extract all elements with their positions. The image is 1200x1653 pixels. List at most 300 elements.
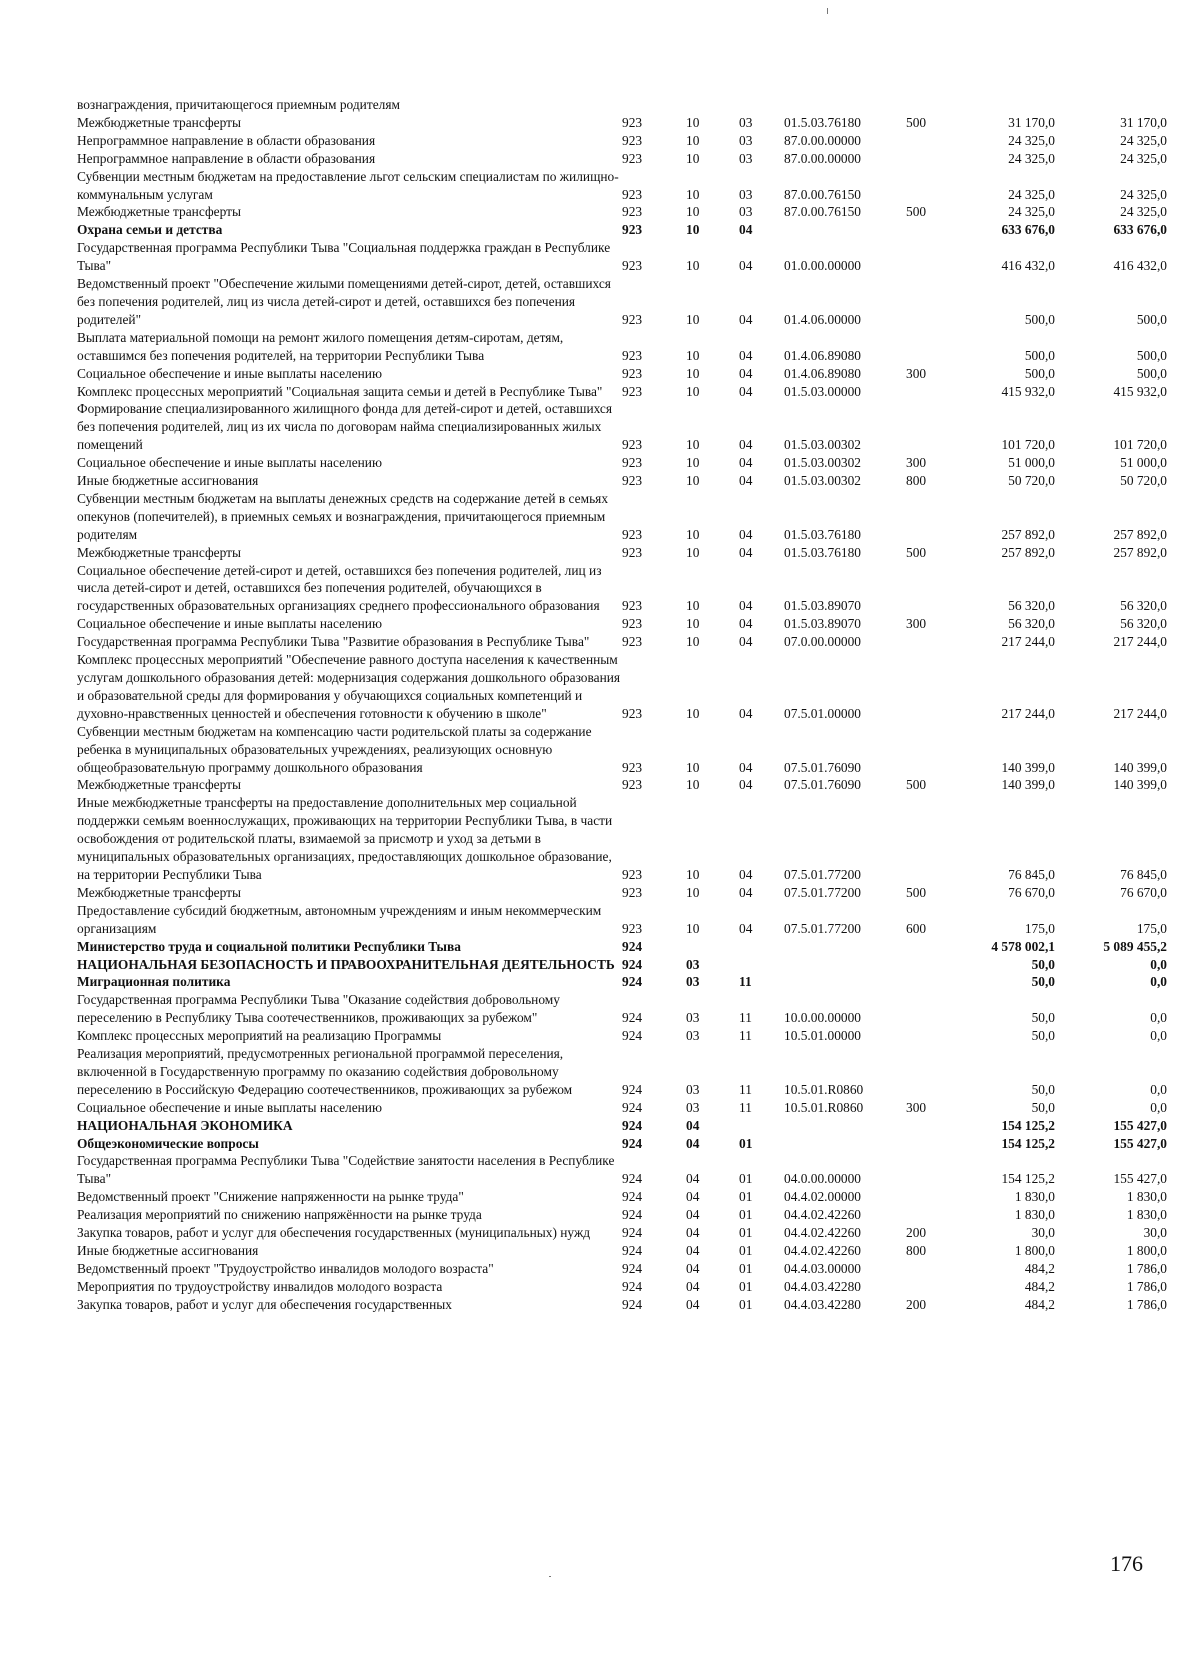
row-target-article: 04.4.02.42260 — [784, 1207, 861, 1223]
row-name: Межбюджетные трансферты — [77, 544, 241, 560]
row-name: НАЦИОНАЛЬНАЯ ЭКОНОМИКА — [77, 1117, 293, 1133]
table-row — [77, 1278, 1167, 1296]
row-sum-year2: 24 325,0 — [1120, 204, 1167, 220]
row-sum-year1: 415 932,0 — [1001, 383, 1055, 399]
row-podrazdel-code: 11 — [739, 974, 752, 990]
row-sum-year2: 50 720,0 — [1120, 473, 1167, 489]
row-sum-year2: 24 325,0 — [1120, 150, 1167, 166]
row-expense-type: 500 — [906, 777, 927, 793]
row-vedomstvo-code: 924 — [622, 1099, 643, 1115]
row-vedomstvo-code — [622, 96, 686, 114]
row-sum-year2: 217 244,0 — [1113, 634, 1167, 650]
row-sum-year2: 30,0 — [1143, 1225, 1167, 1241]
row-target-article: 87.0.00.00000 — [784, 132, 861, 148]
row-vedomstvo-code: 923 — [622, 634, 643, 650]
table-row — [77, 472, 1167, 490]
row-podrazdel-code: 04 — [739, 311, 753, 327]
row-target-article: 07.5.01.77200 — [784, 920, 861, 936]
row-name: Социальное обеспечение и иные выплаты населению — [77, 365, 382, 381]
row-expense-type: 500 — [906, 544, 927, 560]
table-row — [77, 651, 1167, 723]
table-row — [77, 794, 1167, 884]
budget-table — [77, 96, 1167, 1314]
row-target-article — [784, 1117, 906, 1135]
row-razdel-code: 10 — [686, 544, 700, 560]
row-podrazdel-code: 11 — [739, 1028, 752, 1044]
table-row — [77, 454, 1167, 472]
row-sum-year2 — [1055, 96, 1167, 114]
row-razdel-code: 10 — [686, 383, 700, 399]
row-name: Миграционная политика — [77, 974, 231, 990]
row-sum-year1: 50,0 — [1031, 1010, 1055, 1026]
row-expense-type — [906, 1152, 958, 1188]
row-name: Социальное обеспечение и иные выплаты населению — [77, 616, 382, 632]
row-name: Общеэкономические вопросы — [77, 1135, 259, 1151]
row-razdel-code: 10 — [686, 598, 700, 614]
table-row — [77, 150, 1167, 168]
row-vedomstvo-code: 924 — [622, 1296, 643, 1312]
table-row — [77, 275, 1167, 329]
row-sum-year1: 4 578 002,1 — [991, 938, 1055, 954]
row-expense-type — [906, 794, 958, 884]
row-razdel-code: 10 — [686, 150, 700, 166]
row-sum-year1: 101 720,0 — [1001, 437, 1055, 453]
row-name: Комплекс процессных мероприятий "Социальная защита семьи и детей в Республике Тыва" — [77, 383, 603, 399]
row-sum-year2: 140 399,0 — [1113, 759, 1167, 775]
row-expense-type: 500 — [906, 884, 927, 900]
row-target-article: 10.0.00.00000 — [784, 1010, 861, 1026]
row-expense-type — [906, 973, 958, 991]
table-row — [77, 1260, 1167, 1278]
table-row — [77, 221, 1167, 239]
row-sum-year1: 76 670,0 — [1008, 884, 1055, 900]
row-vedomstvo-code: 923 — [622, 473, 643, 489]
row-target-article: 01.0.00.00000 — [784, 258, 861, 274]
row-vedomstvo-code: 924 — [622, 1243, 643, 1258]
row-name: Государственная программа Республики Тыва "Социальная поддержка граждан в Республике Тыва" — [77, 240, 611, 274]
row-sum-year2: 31 170,0 — [1120, 114, 1167, 130]
row-podrazdel-code: 04 — [739, 634, 753, 650]
row-podrazdel-code: 04 — [739, 437, 753, 453]
row-razdel-code: 03 — [686, 956, 700, 972]
row-podrazdel-code: 03 — [739, 150, 753, 166]
row-vedomstvo-code: 923 — [622, 884, 643, 900]
row-razdel-code: 10 — [686, 705, 700, 721]
row-podrazdel-code — [739, 1117, 784, 1135]
row-sum-year2: 24 325,0 — [1120, 132, 1167, 148]
table-body — [77, 96, 1167, 1314]
row-vedomstvo-code: 924 — [622, 1081, 643, 1097]
row-name: Социальное обеспечение и иные выплаты населению — [77, 455, 382, 471]
row-razdel-code: 10 — [686, 222, 700, 238]
row-expense-type: 800 — [906, 473, 927, 489]
row-name: Государственная программа Республики Тыва "Развитие образования в Республике Тыва" — [77, 634, 590, 650]
table-row — [77, 1296, 1167, 1314]
table-row — [77, 884, 1167, 902]
row-razdel-code: 10 — [686, 634, 700, 650]
row-razdel-code: 10 — [686, 311, 700, 327]
row-sum-year2: 51 000,0 — [1120, 455, 1167, 471]
row-razdel-code: 04 — [686, 1278, 700, 1294]
row-sum-year1: 500,0 — [1024, 365, 1055, 381]
table-row — [77, 1117, 1167, 1135]
row-sum-year2: 175,0 — [1136, 920, 1167, 936]
row-target-article: 01.5.03.00302 — [784, 455, 861, 471]
row-podrazdel-code: 01 — [739, 1243, 753, 1258]
table-row — [77, 96, 1167, 114]
row-name: Ведомственный проект "Снижение напряженности на рынке труда" — [77, 1189, 464, 1205]
row-sum-year1: 154 125,2 — [1001, 1171, 1055, 1187]
row-vedomstvo-code: 924 — [622, 974, 643, 990]
row-sum-year2: 101 720,0 — [1113, 437, 1167, 453]
row-podrazdel-code: 04 — [739, 884, 753, 900]
row-expense-type — [906, 1045, 958, 1099]
table-row — [77, 490, 1167, 544]
page-number: 176 — [1110, 1551, 1143, 1576]
row-podrazdel-code: 04 — [739, 365, 753, 381]
row-expense-type — [906, 938, 958, 956]
row-vedomstvo-code: 923 — [622, 114, 643, 130]
row-name: Закупка товаров, работ и услуг для обеспечения государственных — [77, 1296, 452, 1312]
row-sum-year2: 1 800,0 — [1126, 1243, 1167, 1258]
row-name: Мероприятия по трудоустройству инвалидов молодого возраста — [77, 1278, 443, 1294]
row-sum-year1: 56 320,0 — [1008, 616, 1055, 632]
row-sum-year1: 24 325,0 — [1008, 132, 1055, 148]
row-expense-type: 500 — [906, 114, 927, 130]
table-row — [77, 132, 1167, 150]
row-razdel-code: 03 — [686, 1028, 700, 1044]
table-row — [77, 1152, 1167, 1188]
row-name: Субвенции местным бюджетам на выплаты денежных средств на содержание детей в семьях опекунов (попечителей), в приемных семьях и вознаграждения, причитающегося приемным родителям — [77, 490, 609, 542]
row-vedomstvo-code: 923 — [622, 204, 643, 220]
row-sum-year1: 140 399,0 — [1001, 759, 1055, 775]
row-target-article: 07.5.01.76090 — [784, 777, 861, 793]
row-sum-year1: 50 720,0 — [1008, 473, 1055, 489]
row-razdel-code: 04 — [686, 1260, 700, 1276]
row-podrazdel-code: 01 — [739, 1171, 753, 1187]
row-sum-year1: 175,0 — [1024, 920, 1055, 936]
row-sum-year2: 500,0 — [1136, 365, 1167, 381]
row-sum-year1: 24 325,0 — [1008, 150, 1055, 166]
table-row — [77, 203, 1167, 221]
row-podrazdel-code — [739, 96, 784, 114]
row-name: НАЦИОНАЛЬНАЯ БЕЗОПАСНОСТЬ И ПРАВООХРАНИТЕЛЬНАЯ ДЕЯТЕЛЬНОСТЬ — [77, 956, 615, 972]
row-vedomstvo-code: 924 — [622, 1028, 643, 1044]
row-razdel-code: 10 — [686, 473, 700, 489]
row-sum-year1: 50,0 — [1031, 1099, 1055, 1115]
row-sum-year1: 416 432,0 — [1001, 258, 1055, 274]
row-name: Социальное обеспечение детей-сирот и детей, оставшихся без попечения родителей, лиц из числа детей-сирот и детей, оставшихся без попечения родителей, обучающихся в государственных образовательных организациях среднего профессионального образования — [77, 562, 602, 614]
row-vedomstvo-code: 923 — [622, 383, 643, 399]
table-row — [77, 776, 1167, 794]
row-sum-year2: 0,0 — [1150, 1099, 1167, 1115]
row-razdel-code: 10 — [686, 759, 700, 775]
row-sum-year2: 415 932,0 — [1113, 383, 1167, 399]
row-expense-type: 200 — [906, 1225, 927, 1241]
row-name: Социальное обеспечение и иные выплаты населению — [77, 1099, 382, 1115]
table-row — [77, 329, 1167, 365]
row-vedomstvo-code: 923 — [622, 258, 643, 274]
row-sum-year2: 0,0 — [1150, 1010, 1167, 1026]
row-expense-type — [906, 1188, 958, 1206]
table-row — [77, 365, 1167, 383]
row-target-article: 04.4.03.00000 — [784, 1260, 861, 1276]
row-target-article: 01.5.03.89070 — [784, 598, 861, 614]
row-name: Реализация мероприятий, предусмотренных региональной программой переселения, включенной в Государственную программу по оказанию содействия добровольному переселению в Российскую Федерацию соотечественников, проживающих за рубежом — [77, 1046, 573, 1097]
row-expense-type — [906, 633, 958, 651]
row-target-article: 07.0.00.00000 — [784, 634, 861, 650]
row-target-article: 87.0.00.76150 — [784, 186, 861, 202]
row-podrazdel-code: 04 — [739, 616, 753, 632]
row-target-article: 87.0.00.00000 — [784, 150, 861, 166]
row-expense-type — [906, 239, 958, 275]
row-podrazdel-code: 03 — [739, 186, 753, 202]
row-vedomstvo-code: 924 — [622, 1207, 643, 1223]
row-expense-type — [906, 221, 958, 239]
row-target-article: 01.5.03.76180 — [784, 544, 861, 560]
row-sum-year2: 155 427,0 — [1113, 1117, 1167, 1133]
row-vedomstvo-code: 923 — [622, 311, 643, 327]
row-sum-year2: 0,0 — [1150, 1028, 1167, 1044]
row-podrazdel-code: 04 — [739, 222, 753, 238]
row-razdel-code: 10 — [686, 866, 700, 882]
row-podrazdel-code — [739, 956, 784, 974]
row-name: Субвенции местным бюджетам на компенсацию части родительской платы за содержание ребенка в муниципальных образовательных учреждениях, реализующих основную общеобразовательную программу дошкольного образования — [77, 723, 592, 775]
row-podrazdel-code: 04 — [739, 920, 753, 936]
row-razdel-code: 04 — [686, 1117, 700, 1133]
row-name: Охрана семьи и детства — [77, 222, 223, 238]
row-target-article: 04.4.02.42260 — [784, 1225, 861, 1241]
row-podrazdel-code: 04 — [739, 258, 753, 274]
table-row — [77, 544, 1167, 562]
row-vedomstvo-code: 924 — [622, 1171, 643, 1187]
row-target-article: 01.4.06.89080 — [784, 347, 861, 363]
row-sum-year1: 1 830,0 — [1014, 1207, 1055, 1223]
row-sum-year1: 31 170,0 — [1008, 114, 1055, 130]
row-vedomstvo-code: 923 — [622, 866, 643, 882]
row-razdel-code: 03 — [686, 974, 700, 990]
row-target-article: 04.0.00.00000 — [784, 1171, 861, 1187]
row-podrazdel-code: 11 — [739, 1010, 752, 1026]
row-sum-year1: 24 325,0 — [1008, 186, 1055, 202]
row-sum-year1: 154 125,2 — [1001, 1135, 1055, 1151]
row-vedomstvo-code: 923 — [622, 544, 643, 560]
row-name: Иные межбюджетные трансферты на предоставление дополнительных мер социальной поддержки семьям военнослужащих, проживающих на территории Республики Тыва, в части освобождения от родительской платы, взимаемой за присмотр и уход за детьми в муниципальных образовательных организациях, предоставляющих дошкольное образование, на территории Республики Тыва — [77, 795, 613, 882]
row-podrazdel-code: 03 — [739, 132, 753, 148]
table-row — [77, 1135, 1167, 1153]
row-expense-type — [906, 168, 958, 204]
row-vedomstvo-code: 923 — [622, 616, 643, 632]
row-vedomstvo-code: 924 — [622, 1225, 643, 1241]
row-razdel-code: 10 — [686, 258, 700, 274]
row-expense-type — [906, 490, 958, 544]
row-expense-type — [906, 1260, 958, 1278]
row-podrazdel-code: 04 — [739, 455, 753, 471]
row-vedomstvo-code: 923 — [622, 150, 643, 166]
row-sum-year1: 217 244,0 — [1001, 634, 1055, 650]
row-sum-year2: 416 432,0 — [1113, 258, 1167, 274]
row-expense-type — [906, 991, 958, 1027]
row-target-article: 07.5.01.77200 — [784, 866, 861, 882]
row-podrazdel-code: 03 — [739, 114, 753, 130]
row-target-article — [784, 221, 906, 239]
row-razdel-code — [686, 96, 739, 114]
row-razdel-code: 04 — [686, 1171, 700, 1187]
row-sum-year2: 0,0 — [1150, 1081, 1167, 1097]
table-row — [77, 1188, 1167, 1206]
row-sum-year1: 50,0 — [1031, 974, 1055, 990]
row-razdel-code: 03 — [686, 1099, 700, 1115]
scan-artifact-bottom — [549, 1576, 551, 1577]
row-expense-type — [906, 96, 958, 114]
table-row — [77, 1045, 1167, 1099]
row-sum-year2: 155 427,0 — [1113, 1171, 1167, 1187]
table-row — [77, 938, 1167, 956]
row-target-article: 01.5.03.00000 — [784, 383, 861, 399]
row-sum-year1: 500,0 — [1024, 347, 1055, 363]
row-expense-type: 800 — [906, 1243, 927, 1258]
row-name: Реализация мероприятий по снижению напряжённости на рынке труда — [77, 1207, 482, 1223]
row-expense-type — [906, 1135, 958, 1153]
row-target-article — [784, 96, 906, 114]
row-sum-year2: 24 325,0 — [1120, 186, 1167, 202]
row-razdel-code: 03 — [686, 1081, 700, 1097]
row-razdel-code: 10 — [686, 347, 700, 363]
row-expense-type — [906, 562, 958, 616]
row-expense-type — [906, 651, 958, 723]
row-sum-year2: 140 399,0 — [1113, 777, 1167, 793]
row-sum-year2: 155 427,0 — [1113, 1135, 1167, 1151]
row-razdel-code — [686, 938, 739, 956]
row-razdel-code: 10 — [686, 114, 700, 130]
row-sum-year2: 1 786,0 — [1126, 1260, 1167, 1276]
row-name: Комплекс процессных мероприятий на реализацию Программы — [77, 1028, 442, 1044]
row-sum-year1: 257 892,0 — [1001, 544, 1055, 560]
row-name: Министерство труда и социальной политики Республики Тыва — [77, 938, 461, 954]
table-row — [77, 239, 1167, 275]
row-razdel-code: 10 — [686, 455, 700, 471]
row-sum-year1: 217 244,0 — [1001, 705, 1055, 721]
row-razdel-code: 10 — [686, 920, 700, 936]
row-podrazdel-code: 04 — [739, 383, 753, 399]
row-name: вознаграждения, причитающегося приемным родителям — [77, 97, 400, 112]
table-row — [77, 1027, 1167, 1045]
row-expense-type — [906, 329, 958, 365]
row-podrazdel-code: 01 — [739, 1135, 753, 1151]
row-name: Субвенции местным бюджетам на предоставление льгот сельским специалистам по жилищно-коммунальным услугам — [77, 168, 619, 202]
table-row — [77, 1099, 1167, 1117]
row-vedomstvo-code: 924 — [622, 1278, 643, 1294]
row-sum-year1: 24 325,0 — [1008, 204, 1055, 220]
row-expense-type — [906, 1206, 958, 1224]
row-vedomstvo-code: 923 — [622, 526, 643, 542]
row-expense-type: 300 — [906, 1099, 927, 1115]
row-vedomstvo-code: 923 — [622, 437, 643, 453]
row-target-article: 87.0.00.76150 — [784, 204, 861, 220]
row-sum-year1: 56 320,0 — [1008, 598, 1055, 614]
row-sum-year1: 484,2 — [1024, 1260, 1055, 1276]
row-podrazdel-code: 01 — [739, 1189, 753, 1205]
row-podrazdel-code: 11 — [739, 1081, 752, 1097]
row-razdel-code: 10 — [686, 884, 700, 900]
table-row — [77, 973, 1167, 991]
row-target-article — [784, 1135, 906, 1153]
row-sum-year2: 0,0 — [1150, 974, 1167, 990]
row-podrazdel-code: 01 — [739, 1260, 753, 1276]
table-row — [77, 1206, 1167, 1224]
table-row — [77, 562, 1167, 616]
row-sum-year1: 76 845,0 — [1008, 866, 1055, 882]
scan-artifact-top — [827, 8, 828, 14]
row-name: Закупка товаров, работ и услуг для обеспечения государственных (муниципальных) нужд — [77, 1225, 591, 1241]
row-sum-year1: 50,0 — [1031, 1028, 1055, 1044]
row-expense-type — [906, 956, 958, 974]
row-sum-year2: 56 320,0 — [1120, 616, 1167, 632]
row-target-article: 10.5.01.00000 — [784, 1028, 861, 1044]
table-row — [77, 168, 1167, 204]
row-sum-year2: 257 892,0 — [1113, 526, 1167, 542]
row-sum-year2: 217 244,0 — [1113, 705, 1167, 721]
row-vedomstvo-code: 923 — [622, 132, 643, 148]
row-sum-year2: 0,0 — [1150, 956, 1167, 972]
row-razdel-code: 04 — [686, 1296, 700, 1312]
row-sum-year2: 1 830,0 — [1126, 1189, 1167, 1205]
row-target-article: 04.4.02.42260 — [784, 1243, 861, 1258]
row-target-article: 01.5.03.76180 — [784, 526, 861, 542]
row-podrazdel-code: 04 — [739, 598, 753, 614]
row-podrazdel-code: 04 — [739, 866, 753, 882]
row-sum-year1: 1 800,0 — [1014, 1243, 1055, 1258]
row-name: Межбюджетные трансферты — [77, 884, 241, 900]
row-target-article: 07.5.01.76090 — [784, 759, 861, 775]
row-name: Выплата материальной помощи на ремонт жилого помещения детям-сиротам, детям, оставшимся без попечения родителей, на территории Республики Тыва — [77, 329, 564, 363]
row-expense-type — [906, 132, 958, 150]
row-sum-year2: 76 670,0 — [1120, 884, 1167, 900]
row-target-article: 01.5.03.89070 — [784, 616, 861, 632]
row-vedomstvo-code: 924 — [622, 1135, 643, 1151]
row-razdel-code: 04 — [686, 1207, 700, 1223]
table-row — [77, 1224, 1167, 1242]
row-vedomstvo-code: 923 — [622, 222, 643, 238]
row-podrazdel-code: 04 — [739, 759, 753, 775]
row-name: Иные бюджетные ассигнования — [77, 473, 259, 489]
row-vedomstvo-code: 923 — [622, 759, 643, 775]
row-target-article: 04.4.02.00000 — [784, 1189, 861, 1205]
row-podrazdel-code: 11 — [739, 1099, 752, 1115]
row-target-article: 01.4.06.89080 — [784, 365, 861, 381]
row-expense-type — [906, 275, 958, 329]
row-name: Непрограммное направление в области образования — [77, 132, 376, 148]
row-sum-year2: 1 786,0 — [1126, 1278, 1167, 1294]
row-sum-year1: 633 676,0 — [1001, 222, 1055, 238]
row-vedomstvo-code: 923 — [622, 777, 643, 793]
row-razdel-code: 10 — [686, 616, 700, 632]
row-expense-type — [906, 150, 958, 168]
row-name: Комплекс процессных мероприятий "Обеспечение равного доступа населения к качественным услугам дошкольного образования детей: модернизация содержания дошкольного образования и образовательной среды для формирования у обучающихся социальных компетенций и духовно-нравственных ценностей и обеспечения готовности к обучению в школе" — [77, 652, 621, 721]
row-razdel-code: 10 — [686, 365, 700, 381]
row-sum-year2: 500,0 — [1136, 311, 1167, 327]
row-razdel-code: 04 — [686, 1243, 700, 1258]
row-expense-type — [906, 1027, 958, 1045]
row-razdel-code: 04 — [686, 1189, 700, 1205]
row-target-article: 07.5.01.77200 — [784, 884, 861, 900]
row-expense-type: 200 — [906, 1296, 927, 1312]
table-row — [77, 956, 1167, 974]
row-sum-year1: 140 399,0 — [1001, 777, 1055, 793]
table-row — [77, 400, 1167, 454]
row-vedomstvo-code: 924 — [622, 1117, 643, 1133]
row-vedomstvo-code: 923 — [622, 455, 643, 471]
